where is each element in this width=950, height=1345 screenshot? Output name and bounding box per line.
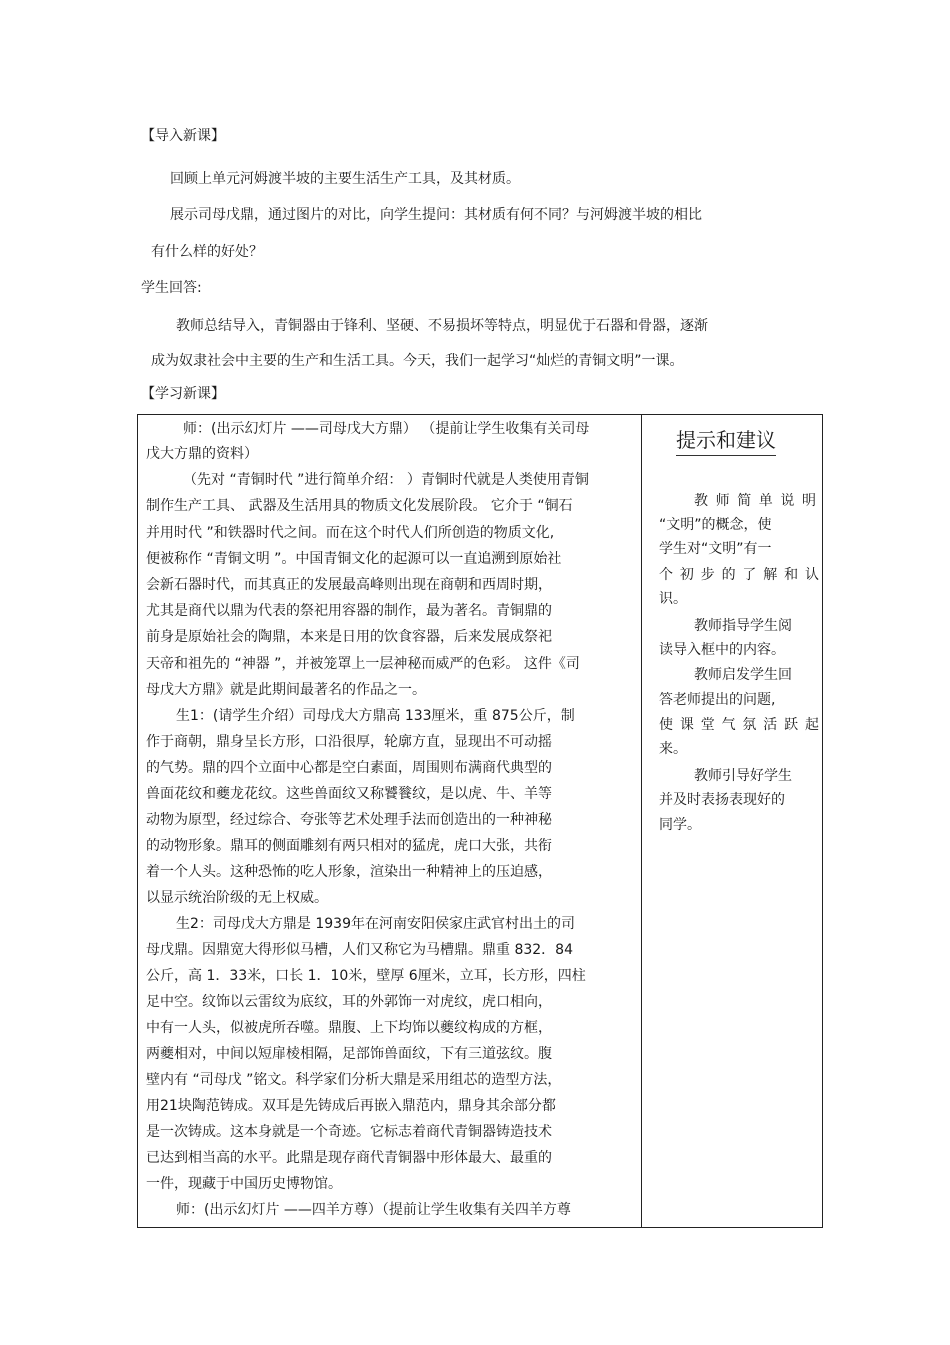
intro-line-1: 回顾上单元河姆渡半坡的主要生活生产工具，及其材质。 bbox=[170, 171, 520, 187]
hint-line: 来。 bbox=[659, 741, 687, 757]
main-line: 的动物形象。鼎耳的侧面雕刻有两只相对的猛虎，虎口大张，共衔 bbox=[146, 838, 552, 854]
hint-line: 学生对“文明”有一 bbox=[659, 541, 772, 557]
hint-line: 教师启发学生回 bbox=[694, 667, 792, 683]
main-line: 两夔相对，中间以短扉棱相隔，足部饰兽面纹，下有三道弦纹。腹 bbox=[146, 1046, 552, 1062]
hint-line: 并及时表扬表现好的 bbox=[659, 792, 785, 808]
intro-line-4: 学生回答: bbox=[141, 280, 202, 296]
main-line: 足中空。纹饰以云雷纹为底纹，耳的外郭饰一对虎纹，虎口相向， bbox=[146, 994, 552, 1010]
main-line: 已达到相当高的水平。此鼎是现存商代青铜器中形体最大、最重的 bbox=[146, 1150, 552, 1166]
main-line: 并用时代 ”和铁器时代之间。而在这个时代人们所创造的物质文化, bbox=[146, 525, 555, 541]
hint-title: 提示和建议 bbox=[676, 427, 776, 456]
intro-line-2: 展示司母戊鼎，通过图片的对比，向学生提问：其材质有何不同？与河姆渡半坡的相比 bbox=[170, 207, 702, 223]
main-line: 以显示统治阶级的无上权威。 bbox=[146, 890, 328, 906]
main-line: 生1：(请学生介绍）司母戊大方鼎高 133厘米，重 875公斤，制 bbox=[176, 708, 575, 724]
main-line: 师：(出示幻灯片 ——四羊方尊）（提前让学生收集有关四羊方尊 bbox=[176, 1202, 571, 1218]
lesson-table bbox=[137, 414, 823, 1228]
main-line: 的气势。鼎的四个立面中心都是空白素面，周围则布满商代典型的 bbox=[146, 760, 552, 776]
main-line: 动物为原型，经过综合、夸张等艺术处理手法而创造出的一种神秘 bbox=[146, 812, 552, 828]
hint-line: 教师指导学生阅 bbox=[694, 618, 792, 634]
intro-line-6: 成为奴隶社会中主要的生产和生活工具。今天，我们一起学习“灿烂的青铜文明”一课。 bbox=[151, 353, 684, 369]
hint-line: 答老师提出的问题, bbox=[659, 692, 776, 708]
hint-line: 使 课 堂 气 氛 活 跃 起 bbox=[659, 717, 819, 733]
intro-line-3: 有什么样的好处？ bbox=[151, 244, 263, 260]
main-line: 戊大方鼎的资料） bbox=[146, 446, 258, 462]
hint-line: 个 初 步 的 了 解 和 认 bbox=[659, 567, 819, 583]
intro-heading: 【导入新课】 bbox=[141, 128, 225, 144]
main-line: 一件，现藏于中国历史博物馆。 bbox=[146, 1176, 342, 1192]
main-line: 公斤，高 1．33米，口长 1．10米，壁厚 6厘米，立耳，长方形，四柱 bbox=[146, 968, 586, 984]
main-line: 壁内有 “司母戊 ”铭文。科学家们分析大鼎是采用组芯的造型方法， bbox=[146, 1072, 562, 1088]
hint-line: 读导入框中的内容。 bbox=[659, 642, 785, 658]
main-line: 师：(出示幻灯片 ——司母戊大方鼎） （提前让学生收集有关司母 bbox=[183, 421, 590, 437]
main-line: 作于商朝，鼎身呈长方形，口沿很厚，轮廓方直，显现出不可动摇 bbox=[146, 734, 552, 750]
main-line: （先对 “青铜时代 ”进行简单介绍： ）青铜时代就是人类使用青铜 bbox=[183, 472, 589, 488]
learn-heading: 【学习新课】 bbox=[141, 386, 225, 402]
hint-line: 教 师 简 单 说 明 bbox=[694, 493, 816, 509]
main-line: 前身是原始社会的陶鼎，本来是日用的饮食容器，后来发展成祭祀 bbox=[146, 629, 552, 645]
main-line: 母戊大方鼎》就是此期间最著名的作品之一。 bbox=[146, 682, 426, 698]
main-line: 生2：司母戊大方鼎是 1939年在河南安阳侯家庄武官村出土的司 bbox=[176, 916, 575, 932]
main-line: 制作生产工具、 武器及生活用具的物质文化发展阶段。 它介于 “铜石 bbox=[146, 498, 573, 514]
main-line: 中有一人头，似被虎所吞噬。鼎腹、上下均饰以夔纹构成的方框， bbox=[146, 1020, 552, 1036]
main-line: 尤其是商代以鼎为代表的祭祀用容器的制作，最为著名。青铜鼎的 bbox=[146, 603, 552, 619]
hint-line: “文明”的概念，使 bbox=[659, 517, 772, 533]
column-divider bbox=[641, 415, 642, 1227]
main-line: 会新石器时代，而其真正的发展最高峰则出现在商朝和西周时期， bbox=[146, 577, 552, 593]
hint-line: 同学。 bbox=[659, 817, 701, 833]
main-line: 是一次铸成。这本身就是一个奇迹。它标志着商代青铜器铸造技术 bbox=[146, 1124, 552, 1140]
main-line: 母戊鼎。因鼎宽大得形似马槽，人们又称它为马槽鼎。鼎重 832．84 bbox=[146, 942, 573, 958]
main-line: 便被称作 “青铜文明 ”。中国青铜文化的起源可以一直追溯到原始社 bbox=[146, 551, 562, 567]
hint-line: 识。 bbox=[659, 591, 687, 607]
intro-line-5: 教师总结导入，青铜器由于锋利、坚硬、不易损坏等特点，明显优于石器和骨器，逐渐 bbox=[176, 318, 708, 334]
main-line: 着一个人头。这种恐怖的吃人形象，渲染出一种精神上的压迫感， bbox=[146, 864, 552, 880]
main-line: 兽面花纹和夔龙花纹。这些兽面纹又称饕餮纹，是以虎、牛、羊等 bbox=[146, 786, 552, 802]
main-line: 天帝和祖先的 “神器 ”，并被笼罩上一层神秘而威严的色彩。 这件《司 bbox=[146, 656, 580, 672]
hint-line: 教师引导好学生 bbox=[694, 768, 792, 784]
main-line: 用21块陶范铸成。双耳是先铸成后再嵌入鼎范内，鼎身其余部分都 bbox=[146, 1098, 556, 1114]
